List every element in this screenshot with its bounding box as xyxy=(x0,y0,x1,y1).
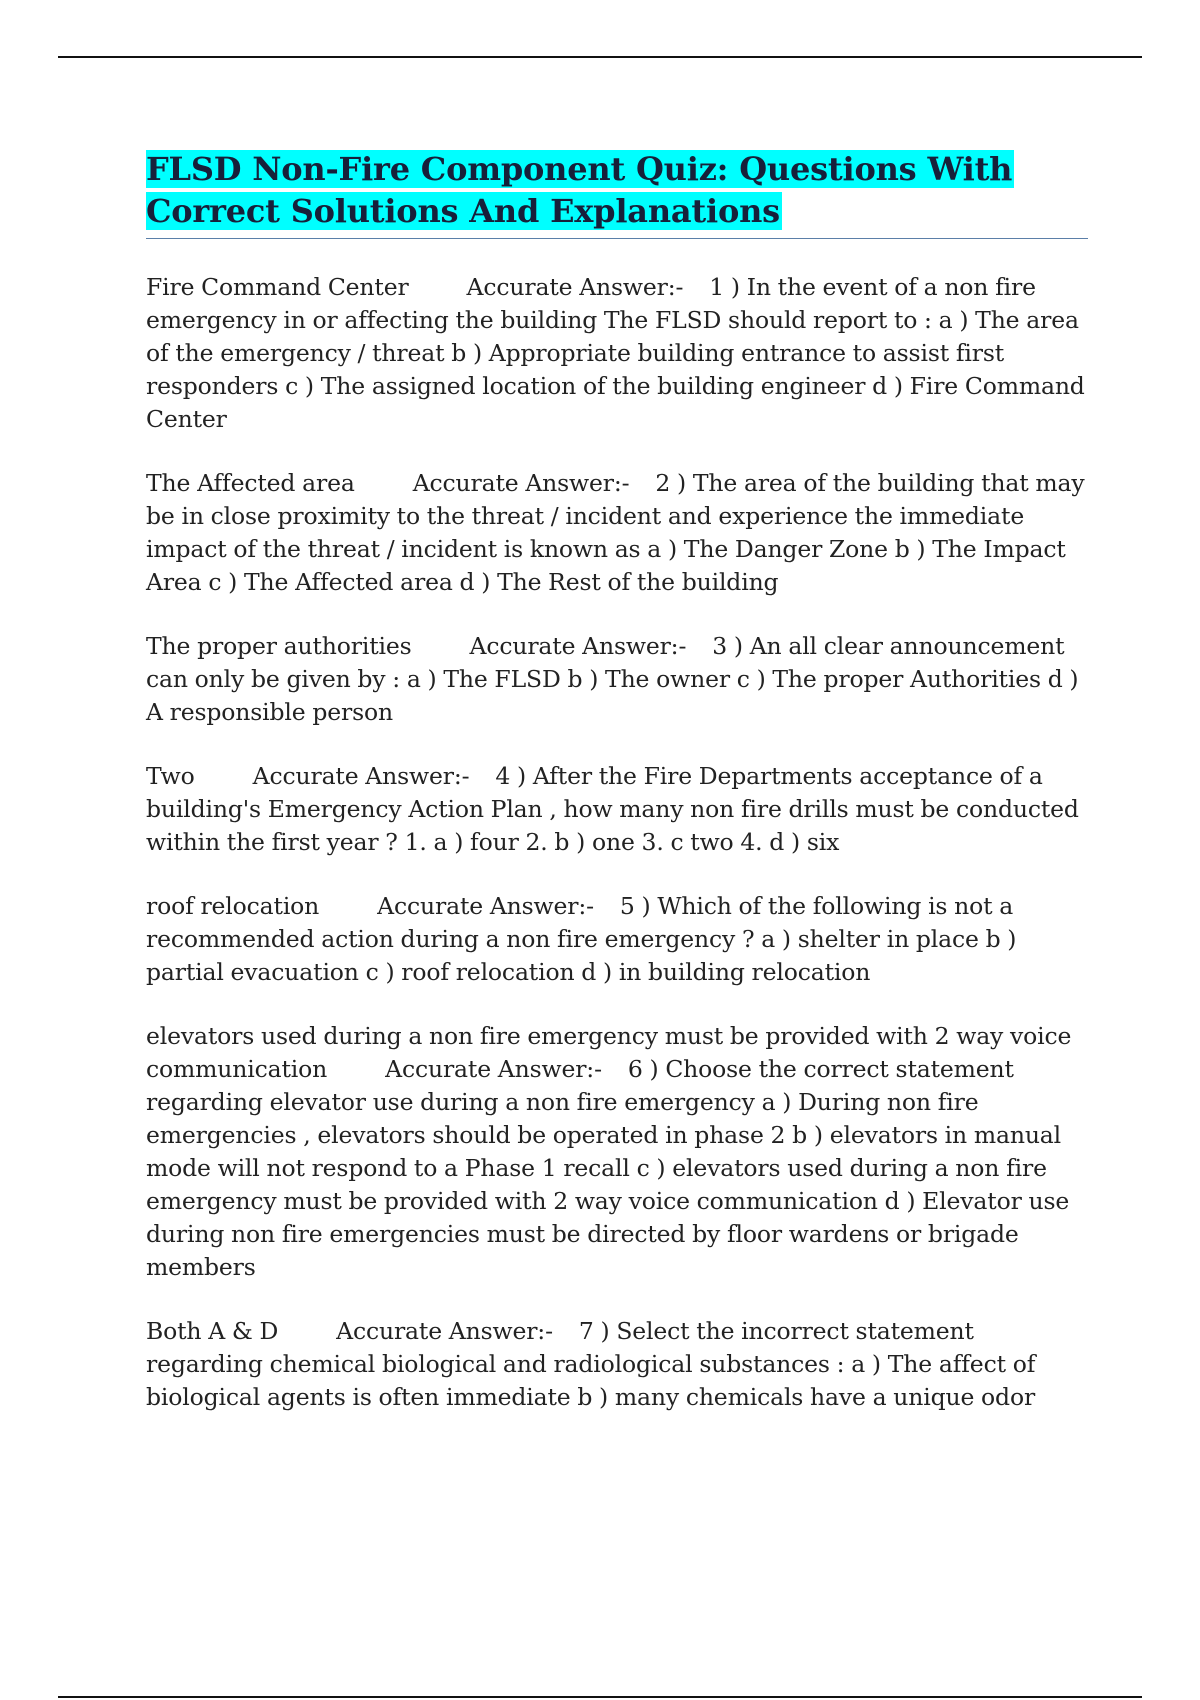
qa-item-6 xyxy=(146,1020,1088,1284)
answer-label: Accurate Answer:- xyxy=(377,892,594,920)
qa-item-1 xyxy=(146,271,1088,436)
question-text: 2 ) The area of the building that may be in close proximity to the threat / incident and experience the immediate impact of the threat / incident is known as a ) The Danger Zone b ) The Impact Area c ) The Affected area d ) The Rest of the building xyxy=(146,469,1085,596)
answer-text: Two xyxy=(146,762,195,790)
question-text: 5 ) Which of the following is not a recommended action during a non fire emergency ? a ) shelter in place b ) partial evacuation c ) roof relocation d ) in building relocation xyxy=(146,892,1017,986)
answer-text: Both A & D xyxy=(146,1317,279,1345)
answer-label: Accurate Answer:- xyxy=(466,273,684,301)
question-text: 6 ) Choose the correct statement regarding elevator use during a non fire emergency a ) During non fire emergencies , elevators should be operated in phase 2 b ) elevators in manual mode will not respond to a Phase 1 recall c ) elevators used during a non fire emergency must be provided with 2 way voice communication d ) Elevator use during non fire emergencies must be directed by floor wardens or brigade members xyxy=(146,1055,1070,1281)
answer-label: Accurate Answer:- xyxy=(252,762,470,790)
qa-list xyxy=(146,271,1088,1414)
answer-text: The proper authorities xyxy=(146,632,412,660)
title-line-2: Correct Solutions And Explanations xyxy=(146,192,780,230)
question-text: 3 ) An all clear announcement can only be given by : a ) The FLSD b ) The owner c ) The proper Authorities d ) A responsible person xyxy=(146,632,1079,726)
document-title xyxy=(146,148,1088,232)
answer-label: Accurate Answer:- xyxy=(336,1317,553,1345)
qa-item-5 xyxy=(146,890,1088,989)
answer-text: elevators used during a non fire emergency must be provided with 2 way voice communication xyxy=(146,1022,1072,1083)
answer-label: Accurate Answer:- xyxy=(412,469,630,497)
answer-text: Fire Command Center xyxy=(146,273,409,301)
qa-item-3 xyxy=(146,630,1088,729)
answer-label: Accurate Answer:- xyxy=(385,1055,602,1083)
answer-text: roof relocation xyxy=(146,892,320,920)
qa-item-4 xyxy=(146,760,1088,859)
qa-item-2 xyxy=(146,467,1088,599)
page-top-rule xyxy=(58,56,1142,58)
question-text: 1 ) In the event of a non fire emergency in or affecting the building The FLSD should report to : a ) The area of the emergency / threat b ) Appropriate building entrance to assist first responders c ) The assigned location of the building engineer d ) Fire Command Center xyxy=(146,273,1085,433)
qa-item-7 xyxy=(146,1315,1088,1414)
question-text: 4 ) After the Fire Departments acceptance of a building's Emergency Action Plan , how many non fire drills must be conducted within the first year ? 1. a ) four 2. b ) one 3. c two 4. d ) six xyxy=(146,762,1079,856)
title-underline xyxy=(146,238,1088,239)
answer-text: The Affected area xyxy=(146,469,355,497)
document-body xyxy=(146,148,1088,1445)
answer-label: Accurate Answer:- xyxy=(469,632,687,660)
page-bottom-rule xyxy=(58,1696,1142,1698)
title-line-1: FLSD Non-Fire Component Quiz: Questions With xyxy=(146,150,1013,188)
question-text: 7 ) Select the incorrect statement regarding chemical biological and radiological substances : a ) The affect of biological agents is often immediate b ) many chemicals have a unique odor xyxy=(146,1317,1036,1411)
